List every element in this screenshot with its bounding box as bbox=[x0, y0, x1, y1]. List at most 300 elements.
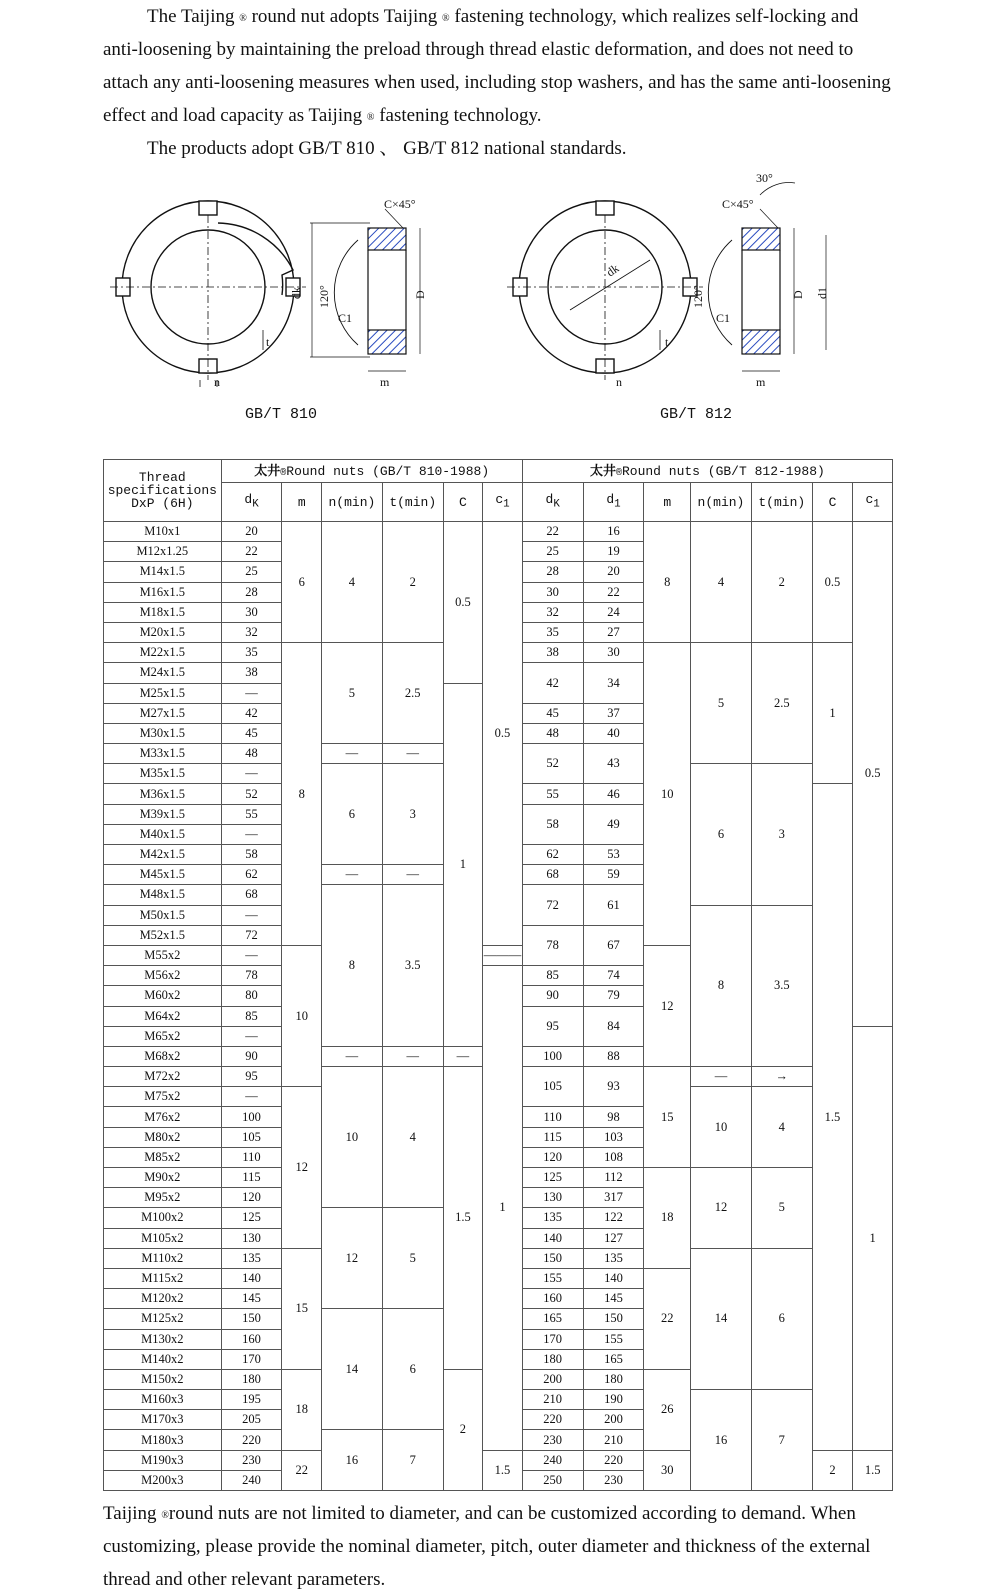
gbt812-d1-cell: 59 bbox=[583, 865, 644, 885]
gbt810-m-cell: 18 bbox=[282, 1369, 322, 1450]
gbt812-d1-cell: 84 bbox=[583, 1006, 644, 1046]
gbt810-dk-cell: 140 bbox=[221, 1268, 282, 1288]
gbt812-d1-cell: 49 bbox=[583, 804, 644, 844]
brand-name: 太井 bbox=[254, 463, 281, 479]
gbt812-d1-cell: 79 bbox=[583, 986, 644, 1006]
thread-cell: M105x2 bbox=[104, 1228, 222, 1248]
gbt812-dk-cell: 250 bbox=[522, 1470, 583, 1490]
thread-cell: M48x1.5 bbox=[104, 885, 222, 905]
gbt810-dk-cell: 150 bbox=[221, 1309, 282, 1329]
col-m: m bbox=[644, 483, 691, 522]
thread-cell: M20x1.5 bbox=[104, 622, 222, 642]
gbt810-dk-cell: 120 bbox=[221, 1188, 282, 1208]
gbt810-dk-cell: 38 bbox=[221, 663, 282, 683]
gbt810-dk-cell: 55 bbox=[221, 804, 282, 824]
gbt810-c-cell: — bbox=[443, 1046, 483, 1066]
gbt812-m-cell: 30 bbox=[644, 1450, 691, 1490]
gbt810-c-cell: 1.5 bbox=[443, 1067, 483, 1370]
gbt812-D-label: D bbox=[791, 290, 805, 299]
gbt812-dk-cell: 52 bbox=[522, 744, 583, 784]
gbt812-dk-cell: 25 bbox=[522, 542, 583, 562]
gbt812-n-cell: 6 bbox=[691, 764, 752, 905]
gbt810-dk-cell: 32 bbox=[221, 622, 282, 642]
thread-cell: M12x1.25 bbox=[104, 542, 222, 562]
gbt812-c1-label: C1 bbox=[716, 311, 731, 325]
gbt812-d1-cell: 200 bbox=[583, 1410, 644, 1430]
gbt812-d1-label: d1 bbox=[815, 287, 829, 299]
gbt812-c1-cell: 0.5 bbox=[853, 522, 893, 1027]
gbt812-dk-cell: 30 bbox=[522, 582, 583, 602]
registered-mark: ® bbox=[366, 112, 375, 123]
gbt812-d1-cell: 317 bbox=[583, 1188, 644, 1208]
col-c1-text: c bbox=[495, 491, 504, 507]
intro-p1-c: fastening technology, which realizes self-locking and anti-loosening by maintaining the preload through thread elastic deformation, and does not need to attach any anti-loosening measures when used, including stop washers, and has the same anti-loosening effect and load capacity as Taijing bbox=[103, 6, 891, 126]
gbt812-dk-cell: 160 bbox=[522, 1289, 583, 1309]
gbt812-n-label: n bbox=[616, 375, 622, 389]
col-c1 bbox=[483, 483, 523, 522]
gbt812-d1-cell: 43 bbox=[583, 744, 644, 784]
intro-p1-a: The Taijing bbox=[147, 6, 240, 27]
footer-text bbox=[103, 1497, 903, 1596]
gbt812-dk-cell: 32 bbox=[522, 602, 583, 622]
gbt812-t-cell: 4 bbox=[751, 1087, 812, 1168]
gbt812-d1-cell: 30 bbox=[583, 643, 644, 663]
gbt810-header bbox=[221, 460, 522, 483]
gbt812-d1-cell: 37 bbox=[583, 703, 644, 723]
gbt812-c1-cell: 1.5 bbox=[853, 1450, 893, 1490]
gbt810-dk-cell: — bbox=[221, 1087, 282, 1107]
col-dk-sub: K bbox=[553, 498, 560, 511]
gbt810-n-label: n bbox=[214, 375, 220, 389]
gbt810-c1-cell: 1 bbox=[483, 966, 523, 1451]
thread-cell: M110x2 bbox=[104, 1248, 222, 1268]
technical-drawings bbox=[0, 165, 992, 445]
thread-cell: M10x1 bbox=[104, 522, 222, 542]
gbt810-t-cell: 4 bbox=[382, 1067, 443, 1208]
col-t: t(min) bbox=[382, 483, 443, 522]
thread-cell: M18x1.5 bbox=[104, 602, 222, 622]
gbt812-d1-cell: 20 bbox=[583, 562, 644, 582]
spec-table-body bbox=[104, 522, 893, 1491]
gbt812-angle-label: 120° bbox=[691, 285, 705, 308]
col-dk bbox=[522, 483, 583, 522]
footer-a: Taijing bbox=[103, 1503, 162, 1524]
gbt812-dk-cell: 95 bbox=[522, 1006, 583, 1046]
gbt810-dk-cell: 22 bbox=[221, 542, 282, 562]
gbt810-dk-cell: 30 bbox=[221, 602, 282, 622]
gbt810-n-cell: 16 bbox=[322, 1430, 383, 1491]
thread-cell: M115x2 bbox=[104, 1268, 222, 1288]
gbt812-dk-cell: 85 bbox=[522, 966, 583, 986]
gbt812-t-cell: 3.5 bbox=[751, 905, 812, 1067]
gbt812-dk-cell: 42 bbox=[522, 663, 583, 703]
gbt812-dk-cell: 45 bbox=[522, 703, 583, 723]
gbt810-dk-cell: 58 bbox=[221, 845, 282, 865]
col-c1-text: c bbox=[865, 491, 874, 507]
gbt810-n-cell: 5 bbox=[322, 643, 383, 744]
thread-cell: M22x1.5 bbox=[104, 643, 222, 663]
gbt810-dk-cell: 180 bbox=[221, 1369, 282, 1389]
gbt810-dk-label: dk bbox=[289, 287, 303, 299]
thread-cell: M80x2 bbox=[104, 1127, 222, 1147]
gbt810-dk-cell: — bbox=[221, 683, 282, 703]
col-n: n(min) bbox=[322, 483, 383, 522]
gbt812-dk-cell: 180 bbox=[522, 1349, 583, 1369]
gbt812-d1-cell: 67 bbox=[583, 925, 644, 965]
gbt810-t-cell: 3.5 bbox=[382, 885, 443, 1047]
gbt810-chamfer-label: C×45° bbox=[384, 197, 416, 211]
intro-text bbox=[103, 0, 893, 165]
gbt812-dk-cell: 130 bbox=[522, 1188, 583, 1208]
gbt812-t-cell: 3 bbox=[751, 764, 812, 905]
gbt810-c-cell: 1 bbox=[443, 683, 483, 1046]
gbt810-t-cell: 3 bbox=[382, 764, 443, 865]
gbt810-t-label: t bbox=[266, 335, 270, 349]
gbt812-d1-cell: 40 bbox=[583, 723, 644, 743]
gbt812-n-cell: 14 bbox=[691, 1248, 752, 1389]
thread-cell: M60x2 bbox=[104, 986, 222, 1006]
gbt812-t-cell: 6 bbox=[751, 1248, 812, 1389]
gbt812-d1-cell: 112 bbox=[583, 1168, 644, 1188]
gbt812-m-cell: 18 bbox=[644, 1168, 691, 1269]
col-c1-sub: 1 bbox=[503, 498, 510, 511]
gbt810-dk-cell: 90 bbox=[221, 1046, 282, 1066]
gbt810-dk-cell: 80 bbox=[221, 986, 282, 1006]
gbt810-dk-cell: 195 bbox=[221, 1390, 282, 1410]
gbt810-c1-cell: 1.5 bbox=[483, 1450, 523, 1490]
gbt812-dk-cell: 170 bbox=[522, 1329, 583, 1349]
gbt810-figure-label: GB/T 810 bbox=[245, 406, 318, 423]
gbt812-t-cell: 7 bbox=[751, 1390, 812, 1491]
gbt810-D-label: D bbox=[413, 290, 427, 299]
thread-cell: M76x2 bbox=[104, 1107, 222, 1127]
thread-cell: M170x3 bbox=[104, 1410, 222, 1430]
gbt812-d1-cell: 53 bbox=[583, 845, 644, 865]
thread-cell: M130x2 bbox=[104, 1329, 222, 1349]
thread-cell: M95x2 bbox=[104, 1188, 222, 1208]
gbt812-d1-cell: 210 bbox=[583, 1430, 644, 1450]
gbt812-m-cell: 15 bbox=[644, 1067, 691, 1168]
gbt810-front-view bbox=[110, 201, 306, 387]
gbt810-n-cell: 10 bbox=[322, 1067, 383, 1208]
gbt812-figure-label: GB/T 812 bbox=[660, 406, 733, 423]
gbt812-c1-cell: 1 bbox=[853, 1026, 893, 1450]
thread-cell: M150x2 bbox=[104, 1369, 222, 1389]
gbt810-m-cell: 8 bbox=[282, 643, 322, 946]
gbt812-c-cell: 1 bbox=[812, 643, 853, 784]
col-m: m bbox=[282, 483, 322, 522]
gbt810-dk-cell: 20 bbox=[221, 522, 282, 542]
gbt810-dk-cell: 25 bbox=[221, 562, 282, 582]
gbt812-dk-cell: 35 bbox=[522, 622, 583, 642]
thread-cell: M55x2 bbox=[104, 945, 222, 965]
gbt810-dk-cell: 72 bbox=[221, 925, 282, 945]
gbt812-m-label: m bbox=[756, 375, 766, 389]
gbt810-dk-cell: 110 bbox=[221, 1147, 282, 1167]
gbt812-c-cell: 2 bbox=[812, 1450, 853, 1490]
gbt810-t-cell: — bbox=[382, 744, 443, 764]
gbt810-t-cell: 2.5 bbox=[382, 643, 443, 744]
gbt812-d1-cell: 180 bbox=[583, 1369, 644, 1389]
gbt812-header bbox=[522, 460, 892, 483]
gbt812-dk-cell: 68 bbox=[522, 865, 583, 885]
thread-cell: M180x3 bbox=[104, 1430, 222, 1450]
gbt812-d1-cell: 135 bbox=[583, 1248, 644, 1268]
gbt810-dk-cell: 85 bbox=[221, 1006, 282, 1026]
gbt812-d1-cell: 88 bbox=[583, 1046, 644, 1066]
thread-cell: M64x2 bbox=[104, 1006, 222, 1026]
gbt812-t-cell: 5 bbox=[751, 1168, 812, 1249]
gbt812-dk-cell: 115 bbox=[522, 1127, 583, 1147]
gbt812-d1-cell: 145 bbox=[583, 1289, 644, 1309]
thread-cell: M45x1.5 bbox=[104, 865, 222, 885]
gbt812-m-cell: 8 bbox=[644, 522, 691, 643]
gbt812-d1-cell: 122 bbox=[583, 1208, 644, 1228]
col-dk bbox=[221, 483, 282, 522]
gbt812-d1-cell: 16 bbox=[583, 522, 644, 542]
gbt810-dk-cell: 95 bbox=[221, 1067, 282, 1087]
thread-cell: M30x1.5 bbox=[104, 723, 222, 743]
gbt812-c-cell: 1.5 bbox=[812, 784, 853, 1450]
thread-cell: M42x1.5 bbox=[104, 845, 222, 865]
gbt812-d1-cell: 127 bbox=[583, 1228, 644, 1248]
gbt810-dk-cell: 105 bbox=[221, 1127, 282, 1147]
gbt812-d1-cell: 34 bbox=[583, 663, 644, 703]
intro-p1-b: round nut adopts Taijing bbox=[246, 6, 443, 27]
table-row bbox=[104, 522, 893, 542]
gbt810-dk-cell: 125 bbox=[221, 1208, 282, 1228]
gbt810-dk-cell: 240 bbox=[221, 1470, 282, 1490]
thread-cell: M75x2 bbox=[104, 1087, 222, 1107]
gbt812-dk-cell: 125 bbox=[522, 1168, 583, 1188]
thread-cell: M200x3 bbox=[104, 1470, 222, 1490]
gbt810-dk-cell: 170 bbox=[221, 1349, 282, 1369]
thread-cell: M140x2 bbox=[104, 1349, 222, 1369]
gbt812-d1-cell: 220 bbox=[583, 1450, 644, 1470]
gbt812-d1-cell: 61 bbox=[583, 885, 644, 925]
col-c1 bbox=[853, 483, 893, 522]
col-c: C bbox=[443, 483, 483, 522]
thread-cell: M56x2 bbox=[104, 966, 222, 986]
gbt812-dk-cell: 120 bbox=[522, 1147, 583, 1167]
gbt810-n-cell: — bbox=[322, 1046, 383, 1066]
gbt812-n-cell: 16 bbox=[691, 1390, 752, 1491]
registered-mark: ® bbox=[615, 467, 622, 479]
gbt810-n-cell: 12 bbox=[322, 1208, 383, 1309]
gbt812-dk-cell: 210 bbox=[522, 1390, 583, 1410]
gbt810-n-cell: 8 bbox=[322, 885, 383, 1047]
gbt810-c1-cell: 0.5 bbox=[483, 522, 523, 946]
gbt810-dk-cell: — bbox=[221, 764, 282, 784]
gbt810-dk-cell: — bbox=[221, 824, 282, 844]
gbt810-dk-cell: 230 bbox=[221, 1450, 282, 1470]
thread-cell: M52x1.5 bbox=[104, 925, 222, 945]
col-d1 bbox=[583, 483, 644, 522]
gbt810-dk-cell: 28 bbox=[221, 582, 282, 602]
gbt812-header-text: Round nuts (GB/T 812-1988) bbox=[621, 463, 825, 479]
gbt812-t-cell: 2.5 bbox=[751, 643, 812, 764]
gbt812-dk-cell: 48 bbox=[522, 723, 583, 743]
gbt810-dk-cell: 160 bbox=[221, 1329, 282, 1349]
thread-cell: M36x1.5 bbox=[104, 784, 222, 804]
gbt812-dk-cell: 55 bbox=[522, 784, 583, 804]
gbt810-c1-cell: ——— bbox=[483, 945, 523, 965]
gbt812-dk-cell: 220 bbox=[522, 1410, 583, 1430]
gbt810-c-cell: 0.5 bbox=[443, 522, 483, 684]
col-c1-sub: 1 bbox=[873, 498, 880, 511]
gbt810-header-text: Round nuts (GB/T 810-1988) bbox=[286, 463, 490, 479]
gbt812-dk-cell: 140 bbox=[522, 1228, 583, 1248]
gbt810-dk-cell: 42 bbox=[221, 703, 282, 723]
gbt812-n-cell: 5 bbox=[691, 643, 752, 764]
gbt810-n-cell: — bbox=[322, 865, 383, 885]
gbt812-dk-cell: 78 bbox=[522, 925, 583, 965]
gbt812-dk-cell: 200 bbox=[522, 1369, 583, 1389]
gbt810-c1-label: C1 bbox=[338, 311, 353, 325]
gbt810-dk-cell: 115 bbox=[221, 1168, 282, 1188]
thread-cell: M14x1.5 bbox=[104, 562, 222, 582]
col-dk-text: d bbox=[244, 491, 253, 507]
gbt810-c-cell: 2 bbox=[443, 1369, 483, 1490]
footer-b: round nuts are not limited to diameter, and can be customized according to demand. When customizing, please provide the nominal diameter, pitch, outer diameter and thickness of the external thread and other relevant parameters. bbox=[103, 1503, 871, 1590]
gbt812-n-cell: 12 bbox=[691, 1168, 752, 1249]
gbt812-d1-cell: 108 bbox=[583, 1147, 644, 1167]
thread-cell: M68x2 bbox=[104, 1046, 222, 1066]
thread-cell: M40x1.5 bbox=[104, 824, 222, 844]
gbt812-d1-cell: 22 bbox=[583, 582, 644, 602]
gbt812-chamfer-label: C×45° bbox=[722, 197, 754, 211]
gbt810-dk-cell: 78 bbox=[221, 966, 282, 986]
thread-cell: M85x2 bbox=[104, 1147, 222, 1167]
gbt812-n-cell: 8 bbox=[691, 905, 752, 1067]
gbt812-dk-cell: 38 bbox=[522, 643, 583, 663]
col-d1-text: d bbox=[606, 491, 615, 507]
gbt812-dk-cell: 165 bbox=[522, 1309, 583, 1329]
gbt812-dk-cell: 135 bbox=[522, 1208, 583, 1228]
gbt812-dk-cell: 105 bbox=[522, 1067, 583, 1107]
gbt812-dk-cell: 28 bbox=[522, 562, 583, 582]
gbt812-d1-cell: 103 bbox=[583, 1127, 644, 1147]
thread-cell: M16x1.5 bbox=[104, 582, 222, 602]
thread-cell: M65x2 bbox=[104, 1026, 222, 1046]
gbt810-angle-label: 120° bbox=[317, 285, 331, 308]
gbt812-dk-cell: 58 bbox=[522, 804, 583, 844]
gbt812-dk-label: dk bbox=[603, 261, 622, 280]
gbt812-d1-cell: 74 bbox=[583, 966, 644, 986]
thread-cell: M120x2 bbox=[104, 1289, 222, 1309]
gbt812-m-cell: 22 bbox=[644, 1268, 691, 1369]
gbt810-m-cell: 15 bbox=[282, 1248, 322, 1369]
col-dk-sub: K bbox=[252, 498, 259, 511]
gbt812-dk-cell: 22 bbox=[522, 522, 583, 542]
gbt812-d1-cell: 140 bbox=[583, 1268, 644, 1288]
gbt812-d1-cell: 19 bbox=[583, 542, 644, 562]
gbt812-n-cell: 4 bbox=[691, 522, 752, 643]
gbt812-dk-cell: 240 bbox=[522, 1450, 583, 1470]
thread-cell: M33x1.5 bbox=[104, 744, 222, 764]
gbt810-dk-cell: 62 bbox=[221, 865, 282, 885]
gbt812-d1-cell: 155 bbox=[583, 1329, 644, 1349]
gbt812-d1-cell: 24 bbox=[583, 602, 644, 622]
gbt812-m-cell: 26 bbox=[644, 1369, 691, 1450]
col-c: C bbox=[812, 483, 853, 522]
gbt812-t-cell: → bbox=[751, 1067, 812, 1087]
gbt810-n-cell: — bbox=[322, 744, 383, 764]
gbt812-d1-cell: 190 bbox=[583, 1390, 644, 1410]
gbt810-dk-cell: 48 bbox=[221, 744, 282, 764]
gbt812-dk-cell: 150 bbox=[522, 1248, 583, 1268]
thread-cell: M90x2 bbox=[104, 1168, 222, 1188]
gbt810-m-cell: 6 bbox=[282, 522, 322, 643]
thread-cell: M100x2 bbox=[104, 1208, 222, 1228]
gbt812-n-cell: 10 bbox=[691, 1087, 752, 1168]
registered-mark: ® bbox=[442, 13, 450, 24]
nut-drawings-svg bbox=[0, 165, 992, 445]
gbt810-dk-cell: 130 bbox=[221, 1228, 282, 1248]
thread-spec-header: Thread specifications DxP (6H) bbox=[104, 460, 222, 522]
col-t: t(min) bbox=[751, 483, 812, 522]
gbt810-dk-cell: 145 bbox=[221, 1289, 282, 1309]
gbt810-m-cell: 10 bbox=[282, 945, 322, 1086]
gbt812-t-label: t bbox=[665, 335, 669, 349]
gbt810-dk-cell: — bbox=[221, 945, 282, 965]
gbt812-n-cell: — bbox=[691, 1067, 752, 1087]
gbt812-d1-cell: 150 bbox=[583, 1309, 644, 1329]
thread-cell: M35x1.5 bbox=[104, 764, 222, 784]
gbt812-dk-cell: 62 bbox=[522, 845, 583, 865]
gbt810-t-cell: 7 bbox=[382, 1430, 443, 1491]
gbt812-d1-cell: 98 bbox=[583, 1107, 644, 1127]
intro-p1-d: fastening technology. bbox=[374, 105, 542, 126]
gbt810-n-cell: 6 bbox=[322, 764, 383, 865]
gbt812-dk-cell: 90 bbox=[522, 986, 583, 1006]
gbt810-dk-cell: 100 bbox=[221, 1107, 282, 1127]
thread-cell: M190x3 bbox=[104, 1450, 222, 1470]
intro-paragraph-1 bbox=[103, 0, 893, 132]
gbt810-dk-cell: 220 bbox=[221, 1430, 282, 1450]
thread-cell: M50x1.5 bbox=[104, 905, 222, 925]
gbt810-dk-cell: 45 bbox=[221, 723, 282, 743]
gbt812-t-cell: 2 bbox=[751, 522, 812, 643]
gbt810-dk-cell: — bbox=[221, 1026, 282, 1046]
gbt812-front-view bbox=[507, 201, 703, 380]
gbt812-c-cell: 0.5 bbox=[812, 522, 853, 643]
thread-cell: M39x1.5 bbox=[104, 804, 222, 824]
gbt812-dk-cell: 72 bbox=[522, 885, 583, 925]
gbt810-dk-cell: 135 bbox=[221, 1248, 282, 1268]
registered-mark: ® bbox=[161, 1510, 169, 1521]
gbt810-t-cell: 6 bbox=[382, 1309, 443, 1430]
brand-name: 太井 bbox=[589, 463, 616, 479]
gbt810-t-cell: 2 bbox=[382, 522, 443, 643]
gbt812-dk-cell: 110 bbox=[522, 1107, 583, 1127]
gbt810-m-cell: 12 bbox=[282, 1087, 322, 1249]
thread-cell: M72x2 bbox=[104, 1067, 222, 1087]
gbt812-dk-cell: 100 bbox=[522, 1046, 583, 1066]
thread-cell: M25x1.5 bbox=[104, 683, 222, 703]
gbt812-d1-cell: 230 bbox=[583, 1470, 644, 1490]
thread-cell: M24x1.5 bbox=[104, 663, 222, 683]
thread-cell: M160x3 bbox=[104, 1390, 222, 1410]
gbt812-d1-cell: 93 bbox=[583, 1067, 644, 1107]
thread-cell: M125x2 bbox=[104, 1309, 222, 1329]
thread-cell: M27x1.5 bbox=[104, 703, 222, 723]
gbt810-dk-cell: 205 bbox=[221, 1410, 282, 1430]
gbt810-n-cell: 4 bbox=[322, 522, 383, 643]
gbt810-n-cell: 14 bbox=[322, 1309, 383, 1430]
registered-mark: ® bbox=[280, 467, 287, 479]
gbt812-m-cell: 10 bbox=[644, 643, 691, 946]
